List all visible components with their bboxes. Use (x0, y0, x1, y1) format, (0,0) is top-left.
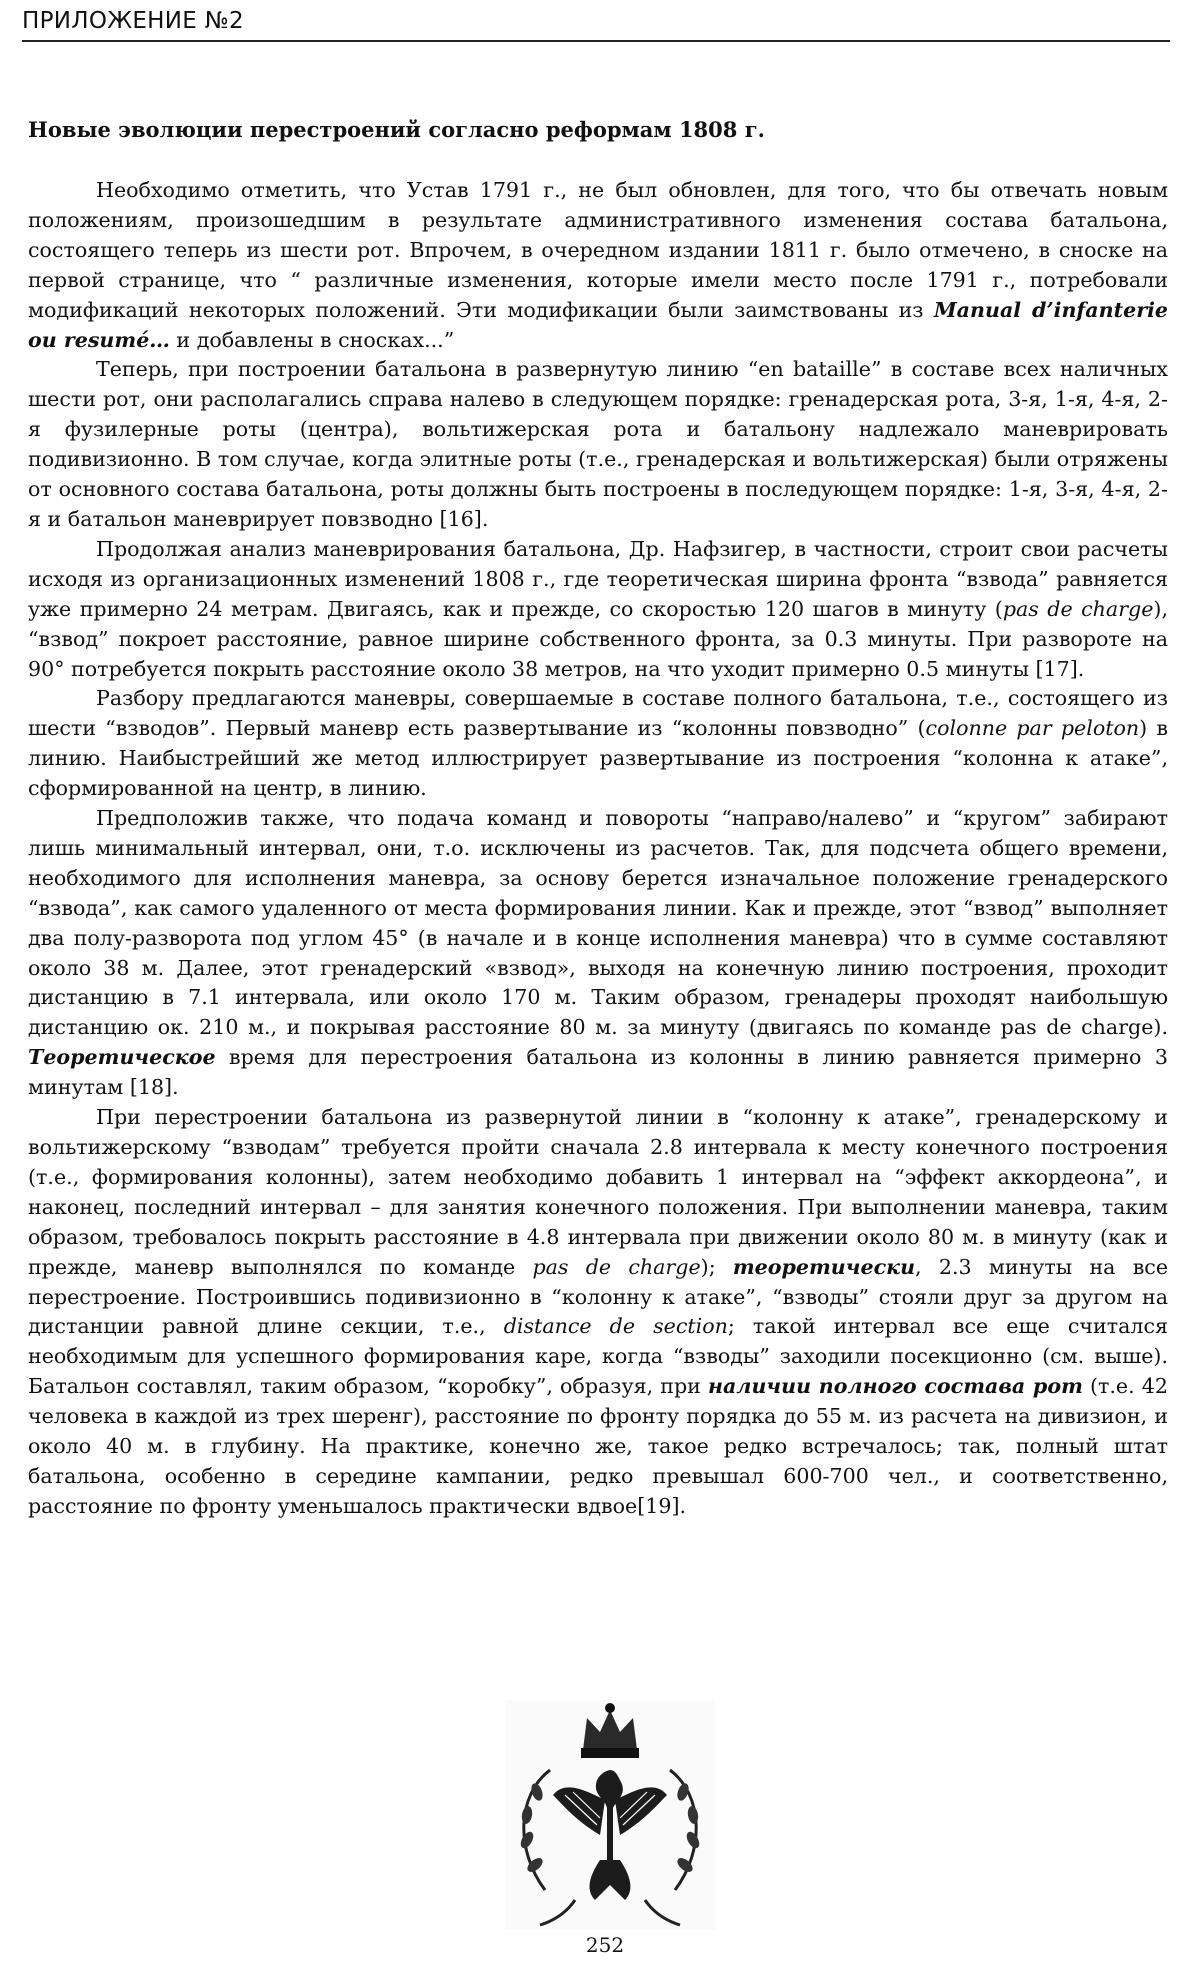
book-title: Manual d’infanterie ou resumé… (28, 297, 1168, 352)
paragraph-6: При перестроении батальона из развернутой линии в “колонну к атаке”, гренадерскому и вольтижерскому “взводам” требуется пройти сначала 2.8 интервала к месту конечного построения (т.е., формирования колонны), затем необходимо добавить 1 интервал на “эффект аккордеона”, и наконец, последний интервал – для занятия конечного положения. При выполнении маневра, таким образом, требовалось покрыть расстояние в 4.8 интервала при движении около 80 м. в минуту (как и прежде, маневр выполнялся по команде pas de charge); теоретически, 2.3 минуты на все перестроение. Построившись подивизионно в “колонну к атаке”, “взводы” стояли друг за другом на дистанции равной длине секции, т.е., distance de section; такой интервал все еще считался необходимым для успешного формирования каре, когда “взводы” заходили посекционно (см. выше). Батальон составлял, таким образом, “коробку”, образуя, при наличии полного состава рот (т.е. 42 человека в каждой из трех шеренг), расстояние по фронту порядка до 55 м. из расчета на дивизион, и около 40 м. в глубину. На практике, конечно же, такое редко встречалось; так, полный штат батальона, особенно в середине кампании, редко превышал 600-700 чел., и соответственно, расстояние по фронту уменьшалось практически вдвое[19]. (28, 1105, 1169, 1518)
imperial-eagle-emblem (505, 1700, 715, 1930)
section-title: Новые эволюции перестроений согласно реформам 1808 г. (28, 117, 765, 142)
running-header: ПРИЛОЖЕНИЕ №2 (22, 8, 1170, 42)
paragraph-5: Предположив также, что подача команд и повороты “направо/налево” и “кругом” забирают лишь минимальный интервал, они, т.о. исключены из расчетов. Так, для подсчета общего времени, необходимого для исполнения маневра, за основу берется изначальное положение гренадерского “взвода”, как самого удаленного от места формирования линии. Как и прежде, этот “взвод” выполняет два полу-разворота под углом 45° (в начале и в конце исполнения маневра) что в сумме составляют около 38 м. Далее, этот гренадерский «взвод», выходя на конечную линию построения, проходит дистанцию в 7.1 интервала, или около 170 м. Таким образом, гренадеры проходят наибольшую дистанцию ок. 210 м., и покрывая расстояние 80 м. за минуту (двигаясь по команде pas de charge). Теоретическое время для перестроения батальона из колонны в линию равняется примерно 3 минутам [18]. (28, 806, 1168, 1100)
paragraph-3: Продолжая анализ маневрирования батальона, Др. Нафзигер, в частности, строит свои расчеты исходя из организационных изменений 1808 г., где теоретическая ширина фронта “взвода” равняется уже примерно 24 метрам. Двигаясь, как и прежде, со скоростью 120 шагов в минуту (pas de charge), “взвод” покроет расстояние, равное ширине собственного фронта, за 0.3 минуты. При развороте на 90° потребуется покрыть расстояние около 38 метров, на что уходит примерно 0.5 минуты [17]. (28, 536, 1169, 681)
paragraph-1: Необходимо отметить, что Устав 1791 г., не был обновлен, для того, что бы отвечать новым положениям, произошедшим в результате административного изменения состава батальона, состоящего теперь из шести рот. Впрочем, в очередном издании 1811 г. было отмечено, в сноске на первой странице, что “ различные изменения, которые имели место после 1791 г., потребовали модификаций некоторых положений. Эти модификации были заимствованы из Manual d’infanterie ou resumé… и добавлены в сносках...” (28, 178, 1168, 352)
paragraph-4: Разбору предлагаются маневры, совершаемые в составе полного батальона, т.е., состоящего из шести “взводов”. Первый маневр есть развертывание из “колонны повзводно” (colonne par peloton) в линию. Наибыстрейший же метод иллюстрирует развертывание из построения “колонна к атаке”, сформированной на центр, в линию. (28, 686, 1168, 801)
body-text (28, 176, 1168, 1522)
paragraph-2: Теперь, при построении батальона в развернутую линию “en bataille” в составе всех наличных шести рот, они располагались справа налево в следующем порядке: гренадерская рота, 3-я, 1-я, 4-я, 2-я фузилерные роты (центра), вольтижерская рота и батальону надлежало маневрировать подивизионно. В том случае, когда элитные роты (т.е., гренадерская и вольтижерская) были отряжены от основного состава батальона, роты должны быть построены в последующем порядке: 1-я, 3-я, 4-я, 2-я и батальон маневрирует повзводно [16]. (28, 357, 1168, 531)
page-number: 252 (585, 1933, 625, 1957)
